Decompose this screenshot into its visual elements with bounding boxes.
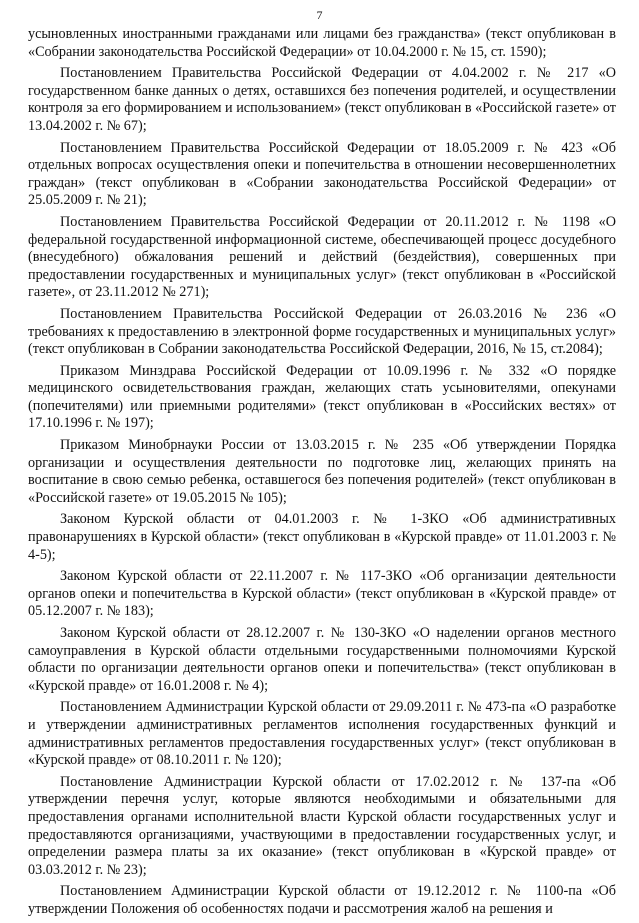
document-body — [28, 26, 616, 923]
paragraph: Постановлением Правительства Российской Федерации от 18.05.2009 г. № 423 «Об отдельных вопросах осуществления опеки и попечительства в отношении несовершеннолетних граждан» (текст опубликован в «Собрании законодательства Российской Федерации» от 25.05.2009 г. № 21); — [28, 139, 616, 209]
page-number: 7 — [316, 8, 323, 22]
paragraph: Постановлением Правительства Российской Федерации от 4.04.2002 г. № 217 «О государственном банке данных о детях, оставшихся без попечения родителей, и осуществлении контроля за его формированием и использованием» (текст опубликован в «Российской газете» от 13.04.2002 г. № 67); — [28, 65, 616, 134]
paragraph: Приказом Минздрава Российской Федерации от 10.09.1996 г. № 332 «О порядке медицинского освидетельствования граждан, желающих стать усыновителями, опекунами (попечителями) или приемными родителями» (текст опубликован в «Российских вестях» от 17.10.1996 г. № 197); — [28, 362, 616, 432]
paragraph: Постановлением Администрации Курской области от 19.12.2012 г. № 1100-па «Об утверждении Положения об особенностях подачи и рассмотрения жалоб на решения и — [28, 883, 616, 917]
paragraph: Постановлением Правительства Российской Федерации от 20.11.2012 г. № 1198 «О федеральной государственной информационной системе, обеспечивающей процесс досудебного (внесудебного) обжалования решений и действий (бездействия), совершенных при предоставлении государственных и муниципальных услуг» (текст опубликован в «Российской газете», от 23.11.2012 № 271); — [28, 213, 616, 301]
paragraph: Постановлением Правительства Российской Федерации от 26.03.2016 № 236 «О требованиях к предоставлению в электронной форме государственных и муниципальных услуг» (текст опубликован в Собрании законодательства Российской Федерации, 2016, № 15, ст.2084); — [28, 305, 616, 358]
paragraph: Законом Курской области от 04.01.2003 г. № 1-ЗКО «Об административных правонарушениях в Курской области» (текст опубликован в «Курской правде» от 11.01.2003 г. № 4-5); — [28, 511, 616, 563]
paragraph: Постановлением Администрации Курской области от 29.09.2011 г. № 473-па «О разработке и утверждении административных регламентов исполнения государственных функций и административных регламентов предоставления государственных услуг» (текст опубликован в «Курской правде» от 08.10.2011 г. № 120); — [28, 699, 616, 769]
paragraph: усыновленных иностранными гражданами или лицами без гражданства» (текст опубликован в «Собрании законодательства Российской Федерации» от 10.04.2000 г. № 15, ст. 1590); — [28, 26, 616, 60]
paragraph: Постановление Администрации Курской области от 17.02.2012 г. № 137-па «Об утверждении перечня услуг, которые являются необходимыми и обязательными для предоставления органами исполнительной власти Курской области государственных услуг и предоставляются организациями, участвующими в предоставлении государственных услуг, и определении размера платы за их оказание» (текст опубликован в «Курской правде» от 03.03.2012 г. № 23); — [28, 773, 616, 878]
paragraph: Законом Курской области от 28.12.2007 г. № 130-ЗКО «О наделении органов местного самоуправления в Курской области отдельными государственными полномочиями Курской области по организации деятельности органов опеки и попечительства» (текст опубликован в «Курской правде» от 16.01.2008 г. № 4); — [28, 625, 616, 694]
paragraph: Законом Курской области от 22.11.2007 г. № 117-ЗКО «Об организации деятельности органов опеки и попечительства в Курской области» (текст опубликован в «Курской правде» от 05.12.2007 г. № 183); — [28, 568, 616, 620]
paragraph: Приказом Минобрнауки России от 13.03.2015 г. № 235 «Об утверждении Порядка организации и осуществления деятельности по подготовке лиц, желающих принять на воспитание в свою семью ребенка, оставшегося без попечения родителей» (текст опубликован в «Российской газете» от 19.05.2015 № 105); — [28, 437, 616, 506]
